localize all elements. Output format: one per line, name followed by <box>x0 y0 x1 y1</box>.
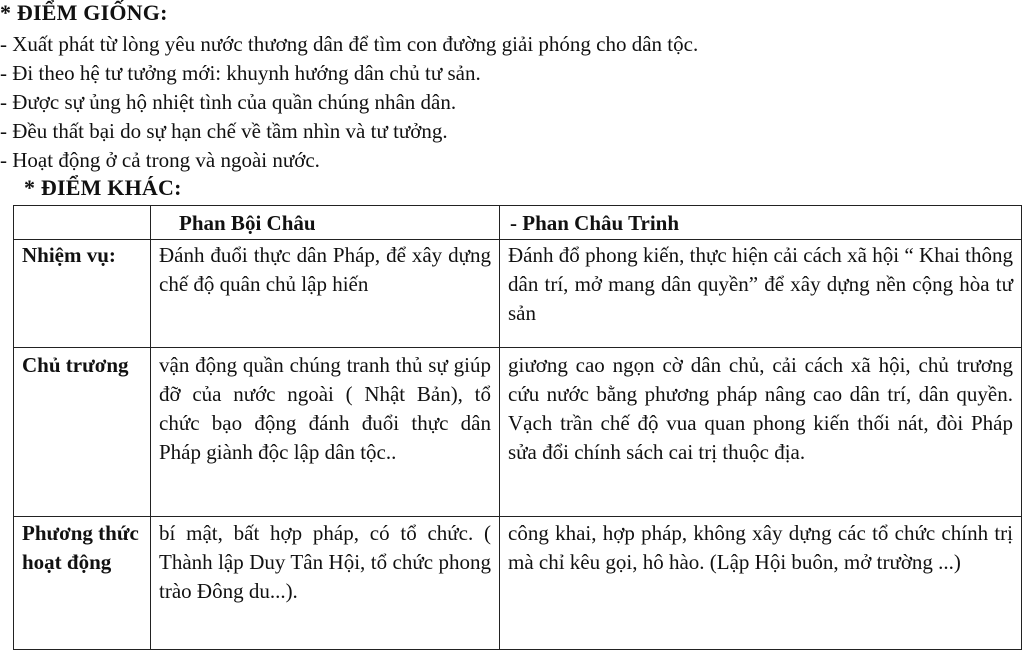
similarity-item: - Hoạt động ở cả trong và ngoài nước. <box>0 148 320 172</box>
comparison-table <box>13 205 1022 650</box>
differences-heading: * ĐIỂM KHÁC: <box>24 175 182 200</box>
cell-phan-boi-chau: Đánh đuổi thực dân Pháp, để xây dựng chế độ quân chủ lập hiến <box>151 240 500 348</box>
row-label-phuong-thuc: Phương thức hoạt động <box>14 517 151 650</box>
similarity-item: - Xuất phát từ lòng yêu nước thương dân để tìm con đường giải phóng cho dân tộc. <box>0 32 699 56</box>
cell-phan-chau-trinh: công khai, hợp pháp, không xây dựng các tổ chức chính trị mà chỉ kêu gọi, hô hào. (Lập Hội buôn, mở trường ...) <box>500 517 1022 650</box>
header-phan-boi-chau: Phan Bội Châu <box>151 206 500 240</box>
table-row <box>14 348 1022 517</box>
cell-phan-chau-trinh: giương cao ngọn cờ dân chủ, cải cách xã hội, chủ trương cứu nước bằng phương pháp nâng cao dân trí, dân quyền. Vạch trần chế độ vua quan phong kiến thối nát, đòi Pháp sửa đổi chính sách cai trị thuộc địa. <box>500 348 1022 517</box>
row-label-nhiem-vu: Nhiệm vụ: <box>14 240 151 348</box>
header-phan-chau-trinh: - Phan Châu Trinh <box>500 206 1022 240</box>
cell-phan-boi-chau: bí mật, bất hợp pháp, có tổ chức. ( Thành lập Duy Tân Hội, tổ chức phong trào Đông du...). <box>151 517 500 650</box>
similarity-item: - Đều thất bại do sự hạn chế về tầm nhìn và tư tưởng. <box>0 119 448 143</box>
table-row <box>14 240 1022 348</box>
header-cell-empty <box>14 206 151 240</box>
similarity-item: - Được sự ủng hộ nhiệt tình của quần chúng nhân dân. <box>0 90 457 114</box>
similarities-heading: * ĐIỂM GIỐNG: <box>0 0 168 25</box>
cell-phan-boi-chau: vận động quần chúng tranh thủ sự giúp đỡ của nước ngoài ( Nhật Bản), tổ chức bạo động đánh đuổi thực dân Pháp giành độc lập dân tộc.. <box>151 348 500 517</box>
table-header-row <box>14 206 1022 240</box>
similarity-item: - Đi theo hệ tư tưởng mới: khuynh hướng dân chủ tư sản. <box>0 61 481 85</box>
row-label-chu-truong: Chủ trương <box>14 348 151 517</box>
cell-phan-chau-trinh: Đánh đổ phong kiến, thực hiện cải cách xã hội “ Khai thông dân trí, mở mang dân quyền” để xây dựng nền cộng hòa tư sản <box>500 240 1022 348</box>
table-row <box>14 517 1022 650</box>
